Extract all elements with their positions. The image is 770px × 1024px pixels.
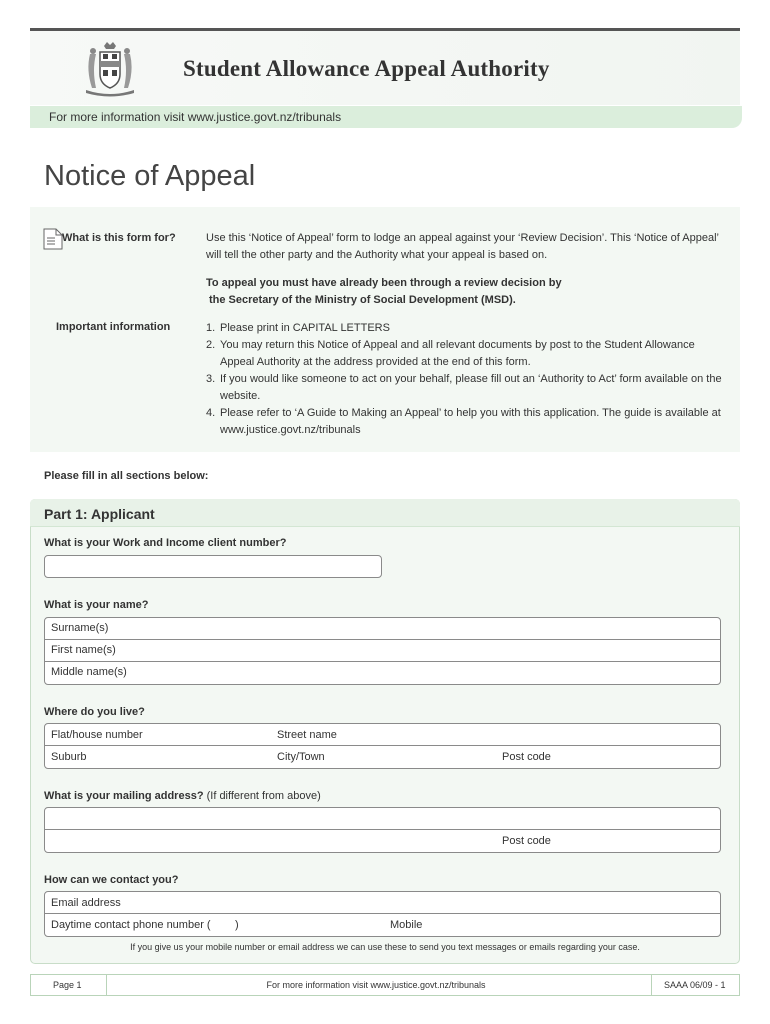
list-item-number: 2. — [206, 339, 216, 351]
client-number-question: What is your Work and Income client number? — [44, 537, 287, 549]
fill-instructions: Please fill in all sections below: — [44, 470, 209, 482]
list-item-number: 3. — [206, 373, 216, 385]
mailing-question-note: (If different from above) — [206, 790, 321, 802]
flat-number-field[interactable]: Flat/house number — [51, 729, 143, 741]
live-question: Where do you live? — [44, 706, 145, 718]
page-number: Page 1 — [53, 980, 82, 990]
list-item — [206, 405, 731, 439]
list-item — [206, 371, 731, 405]
row-divider — [45, 661, 720, 662]
info-bar-text: For more information visit www.justice.govt.nz/tribunals — [49, 110, 342, 124]
postcode-field[interactable]: Post code — [502, 751, 551, 763]
first-name-field[interactable]: First name(s) — [51, 644, 116, 656]
mailing-postcode-field[interactable]: Post code — [502, 835, 551, 847]
form-code: SAAA 06/09 - 1 — [664, 980, 726, 990]
contact-field-group — [44, 891, 721, 937]
address-field-group — [44, 723, 721, 769]
contact-question: How can we contact you? — [44, 874, 179, 886]
client-number-field[interactable] — [44, 555, 382, 578]
important-info-list — [206, 320, 731, 439]
list-item-text: Please print in CAPITAL LETTERS — [220, 322, 390, 334]
list-item-text: You may return this Notice of Appeal and all relevant documents by post to the Student Allowance Appeal Authority at the address provided at the end of this form. — [220, 339, 695, 368]
email-field[interactable]: Email address — [51, 897, 121, 909]
contact-note: If you give us your mobile number or email address we can use these to send you text messages or emails regarding your case. — [130, 942, 640, 952]
footer-divider — [651, 975, 652, 995]
mailing-address-field-group[interactable] — [44, 807, 721, 853]
nz-coat-of-arms-icon — [78, 40, 142, 98]
list-item — [206, 337, 731, 371]
important-info-label: Important information — [56, 321, 171, 333]
row-divider — [45, 639, 720, 640]
review-requirement-line1: To appeal you must have already been through a review decision by — [206, 277, 562, 289]
form-purpose-question: What is this form for? — [62, 232, 176, 244]
mobile-field[interactable]: Mobile — [390, 919, 423, 931]
authority-name: Student Allowance Appeal Authority — [183, 56, 550, 81]
surname-field[interactable]: Surname(s) — [51, 622, 109, 634]
row-divider — [45, 829, 720, 830]
review-requirement-line2: the Secretary of the Ministry of Social Development (MSD). — [209, 294, 516, 306]
street-name-field[interactable]: Street name — [277, 729, 337, 741]
daytime-phone-field[interactable]: Daytime contact phone number ( ) — [51, 919, 239, 931]
city-field[interactable]: City/Town — [277, 751, 325, 763]
mailing-question-text: What is your mailing address? — [44, 790, 204, 802]
middle-name-field[interactable]: Middle name(s) — [51, 666, 127, 678]
suburb-field[interactable]: Suburb — [51, 751, 87, 763]
list-item-number: 4. — [206, 407, 216, 419]
mailing-question — [44, 790, 321, 802]
document-icon — [43, 226, 63, 250]
info-bar — [30, 106, 742, 128]
part1-title: Part 1: Applicant — [44, 506, 155, 522]
list-item-number: 1. — [206, 322, 216, 334]
row-divider — [45, 913, 720, 914]
list-item — [206, 320, 731, 337]
name-field-group — [44, 617, 721, 685]
name-question: What is your name? — [44, 599, 149, 611]
page-title: Notice of Appeal — [44, 160, 256, 192]
list-item-text: Please refer to ‘A Guide to Making an Appeal’ to help you with this application. The guide is available at www.justice.govt.nz/tribunals — [220, 407, 721, 436]
list-item-text: If you would like someone to act on your behalf, please fill out an ‘Authority to Act’ form available on the website. — [220, 373, 722, 402]
page-footer — [30, 974, 740, 996]
footer-info: For more information visit www.justice.govt.nz/tribunals — [266, 980, 486, 990]
row-divider — [45, 745, 720, 746]
form-purpose-description: Use this ‘Notice of Appeal’ form to lodge an appeal against your ‘Review Decision’. This ‘Notice of Appeal’ will tell the other party and the Authority what your appeal is based on. — [206, 232, 719, 261]
